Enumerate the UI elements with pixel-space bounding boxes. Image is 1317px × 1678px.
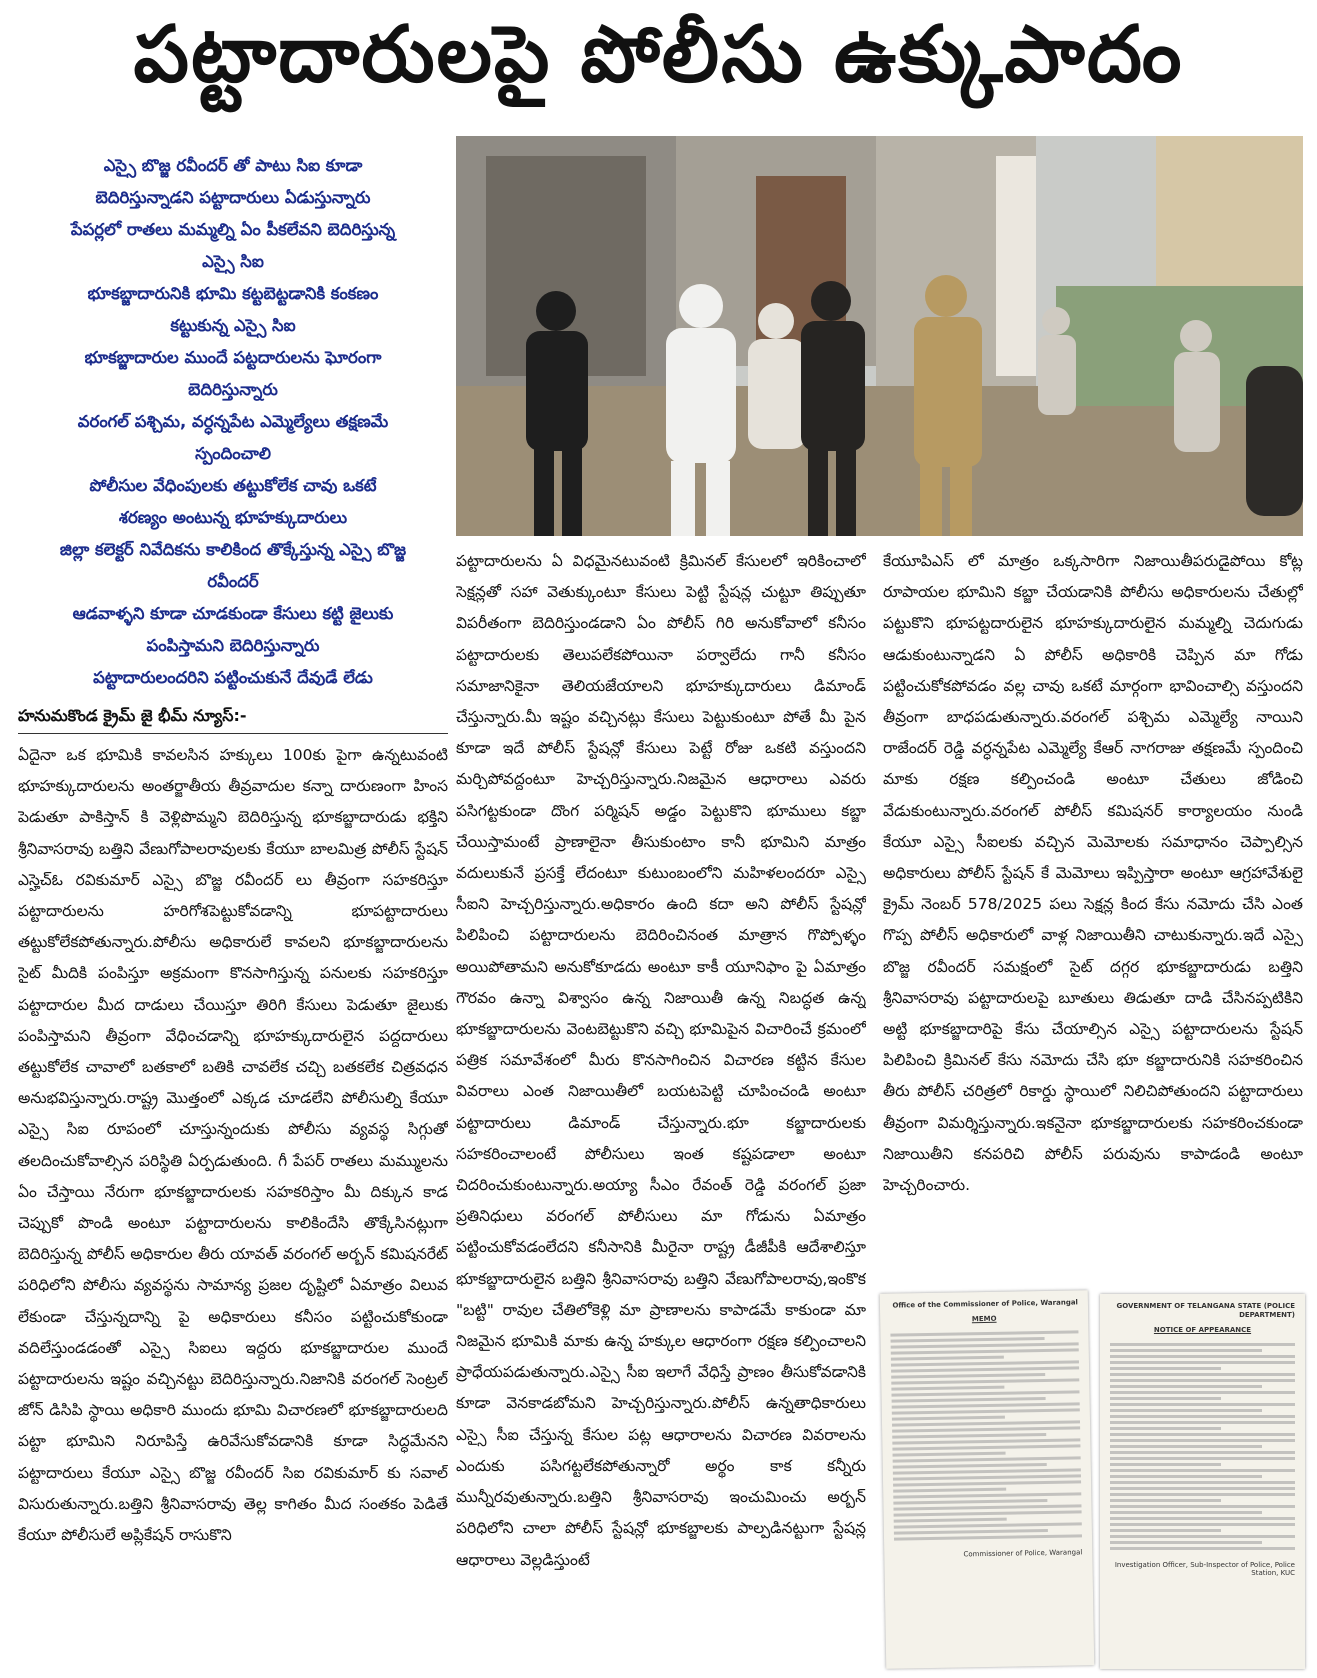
news-photo (456, 136, 1303, 536)
highlight-line: జిల్లా కలెక్టర్ నివేదికను కాలికింద తొక్కేస్తున్న ఎస్సై బొజ్జ (59, 540, 407, 559)
notice-header: GOVERNMENT OF TELANGANA STATE (POLICE DEPARTMENT) (1116, 1302, 1295, 1319)
highlight-line: రవీందర్ (207, 572, 259, 591)
notice-document-image (1100, 1294, 1305, 1669)
article-column-1: ఏదైనా ఒక భూమికి కావలసిన హక్కులు 100కు పైగా ఉన్నటువంటి భూహక్కుదారులను అంతర్జాతీయ తీవ్రవాదుల కన్నా దారుణంగా హింస పెడుతూ పాకిస్తాన్ కి వెళ్లిపొమ్మని బెదిరిస్తున్న భూకబ్జాదారుడు భక్తిని శ్రీనివాసరావు బత్తిని వేణుగోపాలరావులకు కేయూ బాలమిత్ర పోలీస్ స్టేషన్ ఎస్హెచ్ఓ రవికుమార్ ఎస్సై బొజ్జ రవీందర్ లు తీవ్రంగా సహకరిస్తూ పట్టాదారులను హరిగోశపెట్టుకోవడాన్ని భూపట్టాదారులు తట్టుకోలేకపోతున్నారు.పోలీసు అధికారులే కావలని భూకబ్జాదారులను సైట్ మీదికి పంపిస్తూ అక్రమంగా కొనసాగిస్తున్న పనులకు సహకరిస్తూ పట్టాదారుల మీద దాడులు చేయిస్తూ తిరిగి కేసులు పెడుతూ జైలుకు పంపిస్తామని తీవ్రంగా వేధించడాన్ని భూహక్కుదారులైన పద్దదారులు తట్టుకోలేక చావాలో బతకాలో బతికి చావలేక చచ్చి బతకలేక చిత్రవధన అనుభవిస్తున్నారు.రాష్ట్ర మొత్తంలో ఎక్కడ చూడలేని పోలీసుల్ని కేయూ ఎస్సై సిఐ రూపంలో చూస్తున్నందుకు పోలీసు వ్యవస్థ సిగ్గుతో తలదించుకోవాల్సిన పరిస్థితి ఏర్పడుతుంది. గీ పేపర్ రాతలు మమ్ములను ఏం చేస్తాయి నేరుగా భూకబ్జాదారులకు సహకరిస్తాం మీ దిక్కున కాడ చెప్పుకో పొండి అంటూ పట్టాదారులను కాలికిందేసి తొక్కేసినట్లుగా బెదిరిస్తున్న పోలీస్ అధికారుల తీరు యావత్ వరంగల్ అర్బన్ కమిషనరేట్ పరిధిలోని పోలీసు వ్యవస్థను సామాన్య ప్రజల దృష్టిలో ఏమాత్రం విలువ లేకుండా చేస్తున్నదాన్ని పై అధికారులు కనీసం పట్టించుకోకుండా వదిలేస్తుండడంతో ఎస్సై సిఐలు ఇద్దరు భూకబ్జాదారుల ముందే పట్టాదారులను ఇష్టం వచ్చినట్టు బెదిరిస్తున్నారు.నిజానికి వరంగల్ సెంట్రల్ జోన్ డిసిపి స్థాయి అధికారి ముందు భూమి విచారణలో భూకబ్జాదారులది పట్టా భూమిని నిరూపిస్తే ఉరివేసుకోవడానికి కూడా సిద్ధమేనని పట్టాదారులు కేయూ ఎస్సై బొజ్జ రవీందర్ సిఐ రవికుమార్ కు సవాల్ విసురుతున్నారు.బత్తిని శ్రీనివాసరావు తెల్ల కాగితం మీద సంతకం పెడితే కేయూ పోలీసులే అప్లికేషన్ రాసుకొని (18, 746, 448, 1545)
highlight-line: భూకబ్జాదారుల ముందే పట్టదారులను ఘోరంగా (84, 348, 382, 367)
article-column-3: కేయూపిఎస్ లో మాత్రం ఒక్కసారిగా నిజాయితీపరుడైపోయి కోట్ల రూపాయల భూమిని కబ్జా చేయడానికి పోలీసు అధికారులను చేతుల్లో పట్టుకొని భూపట్టదారులైన భూహక్కుదారులైన మమ్మల్ని చెదుగుడు ఆడుకుంటున్నాడని ఏ పోలీస్ అధికారికి చెప్పిన మా గోడు పట్టించుకోకపోవడం వల్ల చావు ఒకటే మార్గంగా భావించాల్సి వస్తుందని తీవ్రంగా బాధపడుతున్నారు.వరంగల్ పశ్చిమ ఎమ్మెల్యే నాయిని రాజేందర్ రెడ్డి వర్ధన్నపేట ఎమ్మెల్యే కేఆర్ నాగరాజు తక్షణమే స్పందించి మాకు రక్షణ కల్పించండి అంటూ చేతులు జోడించి వేడుకుంటున్నారు.వరంగల్ పోలీస్ కమిషనర్ కార్యాలయం నుండి కేయూ ఎస్సై సీఐలకు వచ్చిన మెమోలకు సమాధానం చెప్పాల్సిన అధికారులు పోలీస్ స్టేషన్ కే మెమోలు ఇప్పిస్తారా అంటూ ఆగ్రహావేశులై క్రైమ్ నెంబర్ 578/2025 పలు సెక్షన్ల కింద కేసు నమోదు చేసి ఎంత గొప్ప పోలీస్ అధికారులో వాళ్ల నిజాయితీని చాటుకున్నారు.ఇదే ఎస్సై బొజ్జ రవీందర్ సమక్షంలో సైట్ దగ్గర భూకబ్జాదారుడు బత్తిని శ్రీనివాసరావు పట్టాదారులపై బూతులు తిడుతూ దాడి చేసినప్పటికిని అట్టి భూకబ్జాదారిపై కేసు చేయాల్సిన ఎస్సై పట్టాదారులను స్టేషన్ పిలిపించి క్రిమినల్ కేసు నమోదు చేసి భూ కబ్జాదారునికి సహకరించిన తీరు పోలీస్ చరిత్రలో రికార్డు స్థాయిలో నిలిచిపోతుందని పట్టాదారులు తీవ్రంగా విమర్శిస్తున్నారు.ఇకనైనా భూకబ్జాదారులకు సహకరించకుండా నిజాయితీని కనపరిచి పోలీస్ పరువును కాపాడండి అంటూ హెచ్చరించారు. (883, 552, 1303, 1195)
highlight-line: పట్టాదారులందరిని పట్టించుకునే దేవుడే లేడు (93, 668, 373, 687)
memo-signature: Commissioner of Police, Warangal (963, 1548, 1083, 1559)
memo-header: Office of the Commissioner of Police, Warangal (892, 1298, 1078, 1310)
photo-scene (456, 136, 1303, 536)
memo-title: MEMO (971, 1314, 997, 1324)
article-column-2: పట్టాదారులను ఏ విధమైనటువంటి క్రిమినల్ కేసులలో ఇరికించాలో సెక్షన్లతో సహా వెతుక్కుంటూ కేసులు పెట్టి స్టేషన్ల చుట్టూ తిప్పుతూ విపరీతంగా బెదిరిస్తుండడాని ఏం పోలీస్ గిరి అనుకోవాలో కనీసం పట్టాదారులకు తెలుపలేకపోయినా పర్వాలేదు గానీ కనీసం సమాజానికైనా తెలియజేయాలని భూహక్కుదారులు డిమాండ్ చేస్తున్నారు.మీ ఇష్టం వచ్చినట్లు కేసులు పెట్టుకుంటూ పోతే మీ పైన కూడా ఇదే పోలీస్ స్టేషన్లో కేసులు పెట్టే రోజు ఒకటి వస్తుందని మర్చిపోవద్దంటూ హెచ్చరిస్తున్నారు.నిజమైన ఆధారాలు ఎవరు పసిగట్టకుండా దొంగ పర్మిషన్ అడ్డం పెట్టుకొని భూములు కబ్జా చేయిస్తామంటే ప్రాణాలైనా తీసుకుంటాం కానీ భూమిని మాత్రం వదులుకునే ప్రసక్తే లేదంటూ కుటుంబంలోని మహిళలందరూ ఎస్సై సీఐని హెచ్చరిస్తున్నారు.అధికారం ఉంది కదా అని పోలీస్ స్టేషన్లో పిలిపించి పట్టాదారులను బెదిరించినంత మాత్రాన గొప్పోళ్ళం అయిపోతామని అనుకోకూడదు అంటూ కాకీ యూనిఫాం పై ఏమాత్రం గౌరవం ఉన్నా విశ్వాసం ఉన్న నిజాయితీ ఉన్న నిబద్ధత ఉన్న భూకబ్జాదారులను వెంటబెట్టుకొని వచ్చి భూమిపైన విచారించే క్రమంలో పత్రిక సమావేశంలో మీరు కొనసాగించిన విచారణ కట్టిన కేసుల వివరాలు ఎంత నిజాయితీలో బయటపెట్టి చూపించండి అంటూ పట్టాదారులు డిమాండ్ చేస్తున్నారు.భూ కబ్జాదారులకు సహకరించాలంటే పోలీసులు ఇంత కష్టపడాలా అంటూ చిదరించుకుంటున్నారు.అయ్యా సీఎం రేవంత్ రెడ్డి వరంగల్ ప్రజా ప్రతినిధులు వరంగల్ పోలీసులు మా గోడును ఏమాత్రం పట్టించుకోవడంలేదని కనీసానికి మీరైనా రాష్ట్ర డీజీపీకి ఆదేశాలిస్తూ భూకబ్జాదారులైన బత్తిని శ్రీనివాసరావు బత్తిని వేణుగోపాలరావు,ఇంకొక "బట్టి" రావుల చేతిలోకెళ్లి మా ప్రాణాలను కాపాడమే కాకుండా మా నిజమైన భూమికి మాకు ఉన్న హక్కుల ఆధారంగా రక్షణ కల్పించాలని ప్రాధేయపడుతున్నారు.ఎస్సై సీఐ ఇలాగే వేధిస్తే ప్రాణం తీసుకోవడానికి కూడా వెనకాడబోమని హెచ్చరిస్తున్నారు.పోలీస్ ఉన్నతాధికారులు ఎస్సై సీఐ చేస్తున్న కేసుల పట్ల ఆధారాలను విచారణ వివరాలను ఎందుకు పసిగట్టలేకపోతున్నారో అర్థం కాక కన్నీరు మున్నీరవుతున్నారు.బత్తిని శ్రీనివాసరావు ఇంచుమించు అర్బన్ పరిధిలోని చాలా పోలీస్ స్టేషన్లో భూకబ్జాలకు పాల్పడినట్టుగా స్టేషన్ల ఆధారాలు వెల్లడిస్తుంటే (456, 552, 866, 1569)
headline: పట్టాదారులపై పోలీసు ఉక్కుపాదం (133, 9, 1184, 100)
notice-body-lines (1100, 1338, 1305, 1555)
memo-document-image (880, 1290, 1095, 1669)
memo-body-lines (880, 1325, 1092, 1546)
highlight-line: పోలీసుల వేధింపులకు తట్టుకోలేక చావు ఒకటే (89, 476, 377, 495)
highlight-line: భూకబ్జాదారునికి భూమి కట్టబెట్టడానికి కంకణం (87, 284, 379, 303)
highlight-line: ఆడవాళ్ళని కూడా చూడకుండా కేసులు కట్టి జైలుకు (72, 604, 394, 623)
byline-divider (18, 733, 448, 734)
highlight-line: పంపిస్తామని బెదిరిస్తున్నారు (146, 636, 320, 655)
highlight-line: శరణ్యం అంటున్న భూహక్కుదారులు (118, 508, 348, 527)
highlight-line: వరంగల్ పశ్చిమ, వర్ధన్నపేట ఎమ్మెల్యేలు తక్షణమే (77, 412, 389, 431)
highlight-line: ఎస్సై బొజ్జ రవీందర్ తో పాటు సిఐ కూడా (103, 156, 363, 175)
highlight-line: బెదిరిస్తున్నాడని పట్టాదారులు ఏడుస్తున్నారు (95, 188, 371, 207)
highlight-line: పేపర్లలో రాతలు మమ్మల్ని ఏం పీకలేవని బెదిరిస్తున్న (70, 220, 396, 239)
highlight-line: ఎస్సై సిఐ (202, 252, 264, 271)
highlights-box (18, 150, 448, 694)
highlight-line: బెదిరిస్తున్నారు (188, 380, 278, 399)
byline: హనుమకొండ క్రైమ్ జై భీమ్ న్యూస్:- (18, 706, 247, 725)
notice-title: NOTICE OF APPEARANCE (1153, 1326, 1252, 1334)
notice-signature: Investigation Officer, Sub-Inspector of Police, Police Station, KUC (1114, 1561, 1295, 1577)
highlight-line: స్పందించాలి (195, 444, 271, 463)
highlight-line: కట్టుకున్న ఎస్సై సిఐ (170, 316, 296, 335)
